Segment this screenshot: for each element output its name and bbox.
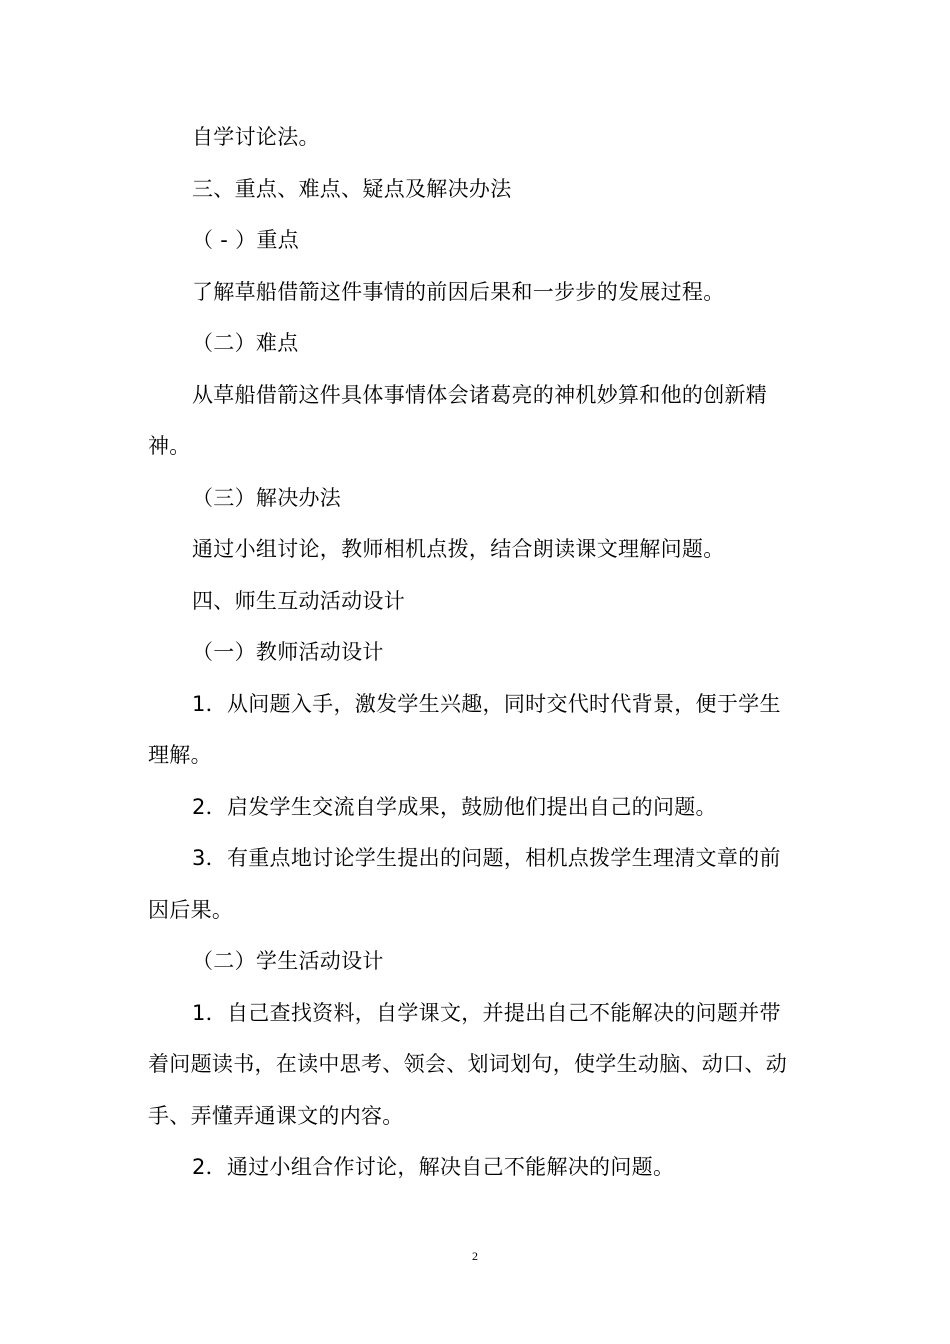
paragraph: 了解草船借箭这件事情的前因后果和一步步的发展过程。 xyxy=(192,279,725,304)
paragraph: 通过小组讨论，教师相机点拨，结合朗读课文理解问题。 xyxy=(192,537,725,561)
list-item: 2．通过小组合作讨论，解决自己不能解决的问题。 xyxy=(192,1155,675,1179)
subsection-heading: （三）解决办法 xyxy=(192,485,342,510)
section-heading: 三、重点、难点、疑点及解决办法 xyxy=(192,176,512,201)
subsection-heading: （一）教师活动设计 xyxy=(192,640,384,664)
list-item: 2．启发学生交流自学成果，鼓励他们提出自己的问题。 xyxy=(192,794,717,819)
subsection-heading: （二）学生活动设计 xyxy=(192,949,384,973)
section-heading: 四、师生互动活动设计 xyxy=(192,588,405,613)
list-item: 3．有重点地讨论学生提出的问题，相机点拨学生理清文章的前因后果。 xyxy=(148,846,781,922)
paragraph: 自学讨论法。 xyxy=(192,125,320,149)
page-number: 2 xyxy=(472,1249,478,1263)
list-item: 1．自己查找资料，自学课文，并提出自己不能解决的问题并带着问题读书，在读中思考、领会、划词划句，使学生动脑、动口、动手、弄懂弄通课文的内容。 xyxy=(148,1000,787,1128)
subsection-heading: （二）难点 xyxy=(192,331,299,355)
subsection-heading: （ - ）重点 xyxy=(192,228,300,252)
list-item: 1．从问题入手，激发学生兴趣，同时交代时代背景，便于学生理解。 xyxy=(148,691,781,767)
paragraph: 从草船借箭这件具体事情体会诸葛亮的神机妙算和他的创新精神。 xyxy=(148,382,768,458)
document-body xyxy=(148,112,798,1194)
